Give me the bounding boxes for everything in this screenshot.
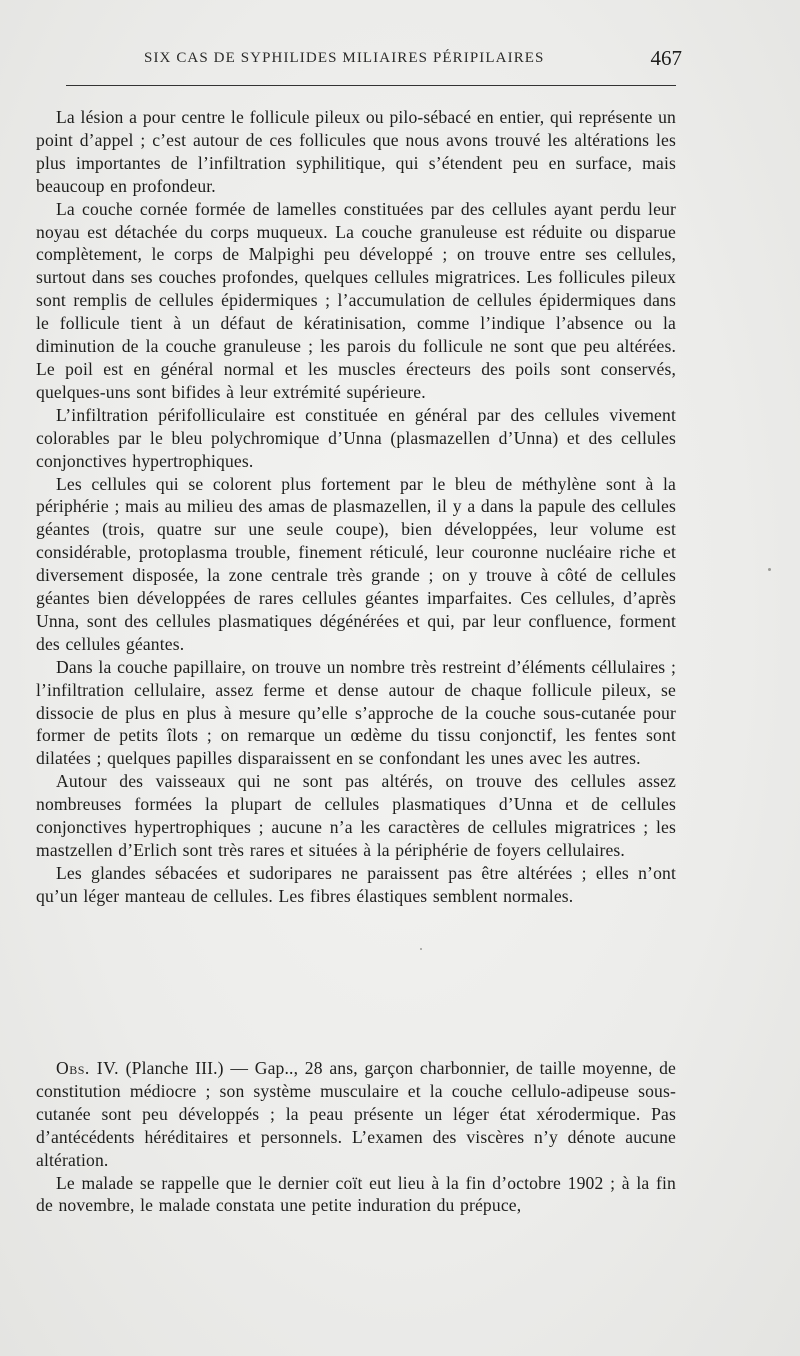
paragraph-lesion-center: La lésion a pour centre le follicule pileux ou pilo-sébacé en entier, qui représente un point d’appel ; c’est autour de ces follicules que nous avons trouvé les altérations les plus importantes de l’infiltration syphilitique, qui s’étendent peu en surface, mais beaucoup en profondeur. bbox=[36, 107, 676, 196]
observation-section bbox=[36, 1057, 676, 1217]
observation-paragraph bbox=[36, 1057, 676, 1172]
page-number: 467 bbox=[650, 46, 682, 70]
paper-speck bbox=[768, 568, 771, 571]
observation-continuation: Le malade se rappelle que le dernier coït eut lieu à la fin d’octobre 1902 ; à la fin de novembre, le malade constata une petite induration du prépuce, bbox=[36, 1172, 676, 1216]
paper-speck bbox=[420, 948, 422, 950]
observation-label: Obs. IV. bbox=[56, 1058, 119, 1078]
paragraph-glandes: Les glandes sébacées et sudoripares ne paraissent pas être altérées ; elles n’ont qu’un léger manteau de cellules. Les fibres élastiques semblent normales. bbox=[36, 862, 676, 906]
main-text bbox=[36, 106, 676, 908]
paragraph-couche-papillaire: Dans la couche papillaire, on trouve un nombre très restreint d’éléments céllulaires ; l’infiltration cellulaire, assez ferme et dense autour de chaque follicule pileux, se dissocie de plus en plus à mesure qu’elle s’approche de la couche sous-cutanée pour former de petits îlots ; on remarque un œdème du tissu conjonctif, les fentes sont dilatées ; quelques papilles disparaissent en se confondant les unes avec les autres. bbox=[36, 656, 676, 769]
header-rule bbox=[66, 85, 676, 86]
paragraph-vaisseaux: Autour des vaisseaux qui ne sont pas altérés, on trouve des cellules assez nombreuses formées la plupart de cellules plasmatiques d’Unna et de cellules conjonctives hypertrophiques ; aucune n’a les caractères de cellules migratrices ; les mastzellen d’Erlich sont très rares et situées à la périphérie de foyers cellulaires. bbox=[36, 771, 676, 860]
paragraph-couche-cornee: La couche cornée formée de lamelles constituées par des cellules ayant perdu leur noyau est détachée du corps muqueux. La couche granuleuse est réduite ou disparue complètement, le corps de Malpighi peu développé ; on trouve entre ses cellules, surtout dans ses couches profondes, quelques cellules migratrices. Les follicules pileux sont remplis de cellules épidermiques ; l’accumulation de cellules épidermiques dans le follicule tient à un défaut de kératinisation, comme l’indique l’absence ou la diminution de la couche granuleuse ; les parois du follicule ne sont que peu altérées. Le poil est en général normal et les muscles érecteurs des poils sont conservés, quelques-uns sont bifides à leur extrémité supérieure. bbox=[36, 198, 676, 402]
paragraph-infiltration: L’infiltration périfolliculaire est constituée en général par des cellules vivement colorables par le bleu polychromique d’Unna (plasmazellen d’Unna) et des cellules conjonctives hypertrophiques. bbox=[36, 404, 676, 471]
observation-text: (Planche III.) — Gap.., 28 ans, garçon charbonnier, de taille moyenne, de constitution médiocre ; son système musculaire et la couche cellulo-adipeuse sous-cutanée sont peu développés ; la peau présente un léger état xérodermique. Pas d’antécédents héréditaires et personnels. L’examen des viscères n’y dénote aucune altération. bbox=[36, 1058, 677, 1170]
page-header bbox=[36, 44, 682, 80]
running-title: SIX CAS DE SYPHILIDES MILIAIRES PÉRIPILAIRES bbox=[144, 50, 545, 66]
paragraph-cellules-geantes: Les cellules qui se colorent plus fortement par le bleu de méthylène sont à la périphérie ; mais au milieu des amas de plasmazellen, il y a dans la papule des cellules géantes (trois, quatre sur une seule coupe), bien développées, leur volume est considérable, protoplasma trouble, finement réticulé, leur couronne nucléaire riche et diversement disposée, la zone centrale très grande ; on y trouve à côté de cellules géantes bien développées de rares cellules géantes imparfaites. Ces cellules, d’après Unna, sont des cellules plasmatiques dégénérées et qui, par leur confluence, forment des cellules géantes. bbox=[36, 473, 676, 654]
